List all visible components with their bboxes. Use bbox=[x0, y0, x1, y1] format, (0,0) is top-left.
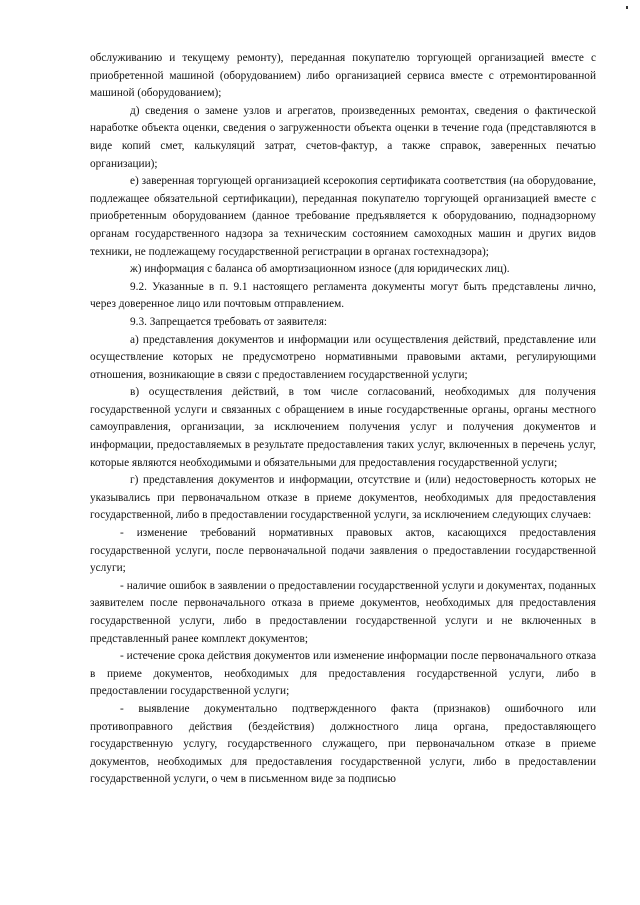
paragraph-item-a: а) представления документов и информации или осуществления действий, представление или осуществление которых не предусмотрено нормативными правовыми актами, регулирующими отношения, возникающие в связи с предоставлением государственной услуги; bbox=[90, 333, 596, 381]
paragraph-item-e: е) заверенная торгующей организацией ксерокопия сертификата соответствия (на оборудование, подлежащее обязательной сертификации), переданная покупателю торгующей организацией вместе с приобретенным оборудованием (данное требование предъявляется к оборудованию, поднадзорному органам государственного надзора за техническим состоянием самоходных машин и других видов техники, не подлежащему государственной регистрации в органах гостехнадзора); bbox=[90, 175, 596, 258]
paragraph-item-d: д) сведения о замене узлов и агрегатов, произведенных ремонтах, сведения о фактической наработке объекта оценки, сведения о загруженности объекта оценки в течение года (представляются в виде копий смет, калькуляций затрат, счетов-фактур, а также справок, заверенных печатью организации); bbox=[90, 104, 596, 170]
paragraph-item-zh: ж) информация с баланса об амортизационном износе (для юридических лиц). bbox=[130, 263, 510, 276]
paragraph-item-v: в) осуществления действий, в том числе согласований, необходимых для получения государственной услуги и связанных с обращением в иные государственные органы, органы местного самоуправления, организации, за исключением получения услуг и получения документов и информации, предоставляемых в результате предоставления таких услуг, включенных в перечень услуг, которые являются необходимыми и обязательными для предоставления государственной услуги; bbox=[90, 386, 596, 469]
list-item-wrongful-action: - выявление документально подтвержденного факта (признаков) ошибочного или противоправного действия (бездействия) должностного лица органа, предоставляющего государственную услугу, государственного служащего, при первоначальном отказе в приеме документов, необходимых для предоставления государственной услуги, либо в предоставлении государственной услуги, о чем в письменном виде за подписью bbox=[90, 702, 596, 786]
list-item-errors: - наличие ошибок в заявлении о предоставлении государственной услуги и документах, поданных заявителем после первоначального отказа в приеме документов, необходимых для предоставления государственной услуги, либо в предоставлении государственной услуги и не включенных в представленный ранее комплект документов; bbox=[90, 579, 596, 645]
paragraph-continuation: обслуживанию и текущему ремонту), переданная покупателю торгующей организацией вместе с приобретенной машиной (оборудованием) либо организацией сервиса вместе с отремонтированной машиной (оборудованием); bbox=[90, 52, 596, 100]
list-item-expiry: - истечение срока действия документов или изменение информации после первоначального отказа в приеме документов, необходимых для предоставления государственной услуги, либо в предоставлении государственной услуги; bbox=[90, 650, 596, 698]
paragraph-9-3: 9.3. Запрещается требовать от заявителя: bbox=[130, 315, 328, 328]
paragraph-9-2: 9.2. Указанные в п. 9.1 настоящего регламента документы могут быть представлены лично, через доверенное лицо или почтовым отправлением. bbox=[90, 280, 596, 311]
paragraph-item-g: г) представления документов и информации, отсутствие и (или) недостоверность которых не указывались при первоначальном отказе в приеме документов, необходимых для предоставления государственной, либо в предоставлении государственной услуги, за исключением следующих случаев: bbox=[90, 474, 596, 522]
list-item-requirements-change: - изменение требований нормативных правовых актов, касающихся предоставления государственной услуги, после первоначальной подачи заявления о предоставлении государственной услуги; bbox=[90, 527, 596, 575]
document-body bbox=[90, 50, 596, 789]
corner-mark bbox=[626, 6, 628, 9]
